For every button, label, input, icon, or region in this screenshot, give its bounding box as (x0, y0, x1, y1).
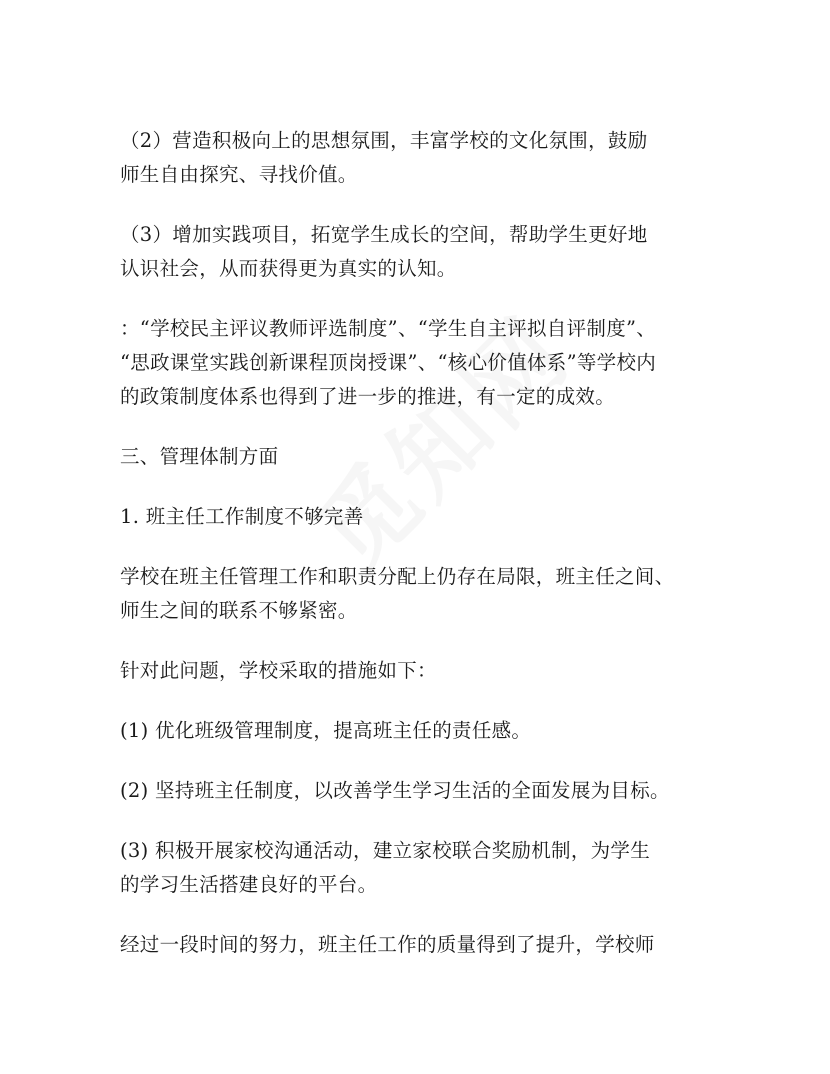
text-line: (1) 优化班级管理制度，提高班主任的责任感。 (120, 719, 532, 742)
document-body (120, 124, 730, 988)
paragraph-policy-systems (120, 312, 730, 414)
text-line: 师生之间的联系不够紧密。 (120, 599, 358, 622)
paragraph-measures-intro (120, 654, 730, 688)
text-line: ：“学校民主评议教师评选制度”、“学生自主评拟自评制度”、 (120, 317, 657, 340)
text-line: 的政策制度体系也得到了进一步的推进，有一定的成效。 (120, 385, 616, 408)
text-line: 针对此问题，学校采取的措施如下： (120, 659, 437, 682)
text-line: (2) 坚持班主任制度，以改善学生学习生活的全面发展为目标。 (120, 779, 670, 802)
text-line: 经过一段时间的努力，班主任工作的质量得到了提升，学校师 (120, 933, 655, 956)
text-line: 1. 班主任工作制度不够完善 (120, 505, 364, 528)
text-line: “思政课堂实践创新课程顶岗授课”、“核心价值体系”等学校内 (120, 351, 657, 374)
text-line: (3) 积极开展家校沟通活动，建立家校联合奖励机制，为学生 (120, 839, 651, 862)
text-line: 的学习生活搭建良好的平台。 (120, 873, 378, 896)
list-item-3 (120, 834, 730, 902)
list-item-2 (120, 774, 730, 808)
text-line: （3）增加实践项目，拓宽学生成长的空间，帮助学生更好地 (120, 223, 648, 246)
list-item-1 (120, 714, 730, 748)
paragraph-3-practice (120, 218, 730, 286)
paragraph-results (120, 928, 730, 962)
paragraph-2-atmosphere (120, 124, 730, 192)
paragraph-limitations (120, 560, 730, 628)
text-line: 师生自由探究、寻找价值。 (120, 163, 358, 186)
text-line: 三、管理体制方面 (120, 445, 279, 468)
text-line: 学校在班主任管理工作和职责分配上仍存在局限，班主任之间、 (120, 565, 675, 588)
text-line: 认识社会，从而获得更为真实的认知。 (120, 257, 457, 280)
subheading-head-teacher (120, 500, 730, 534)
text-line: （2）营造积极向上的思想氛围，丰富学校的文化氛围，鼓励 (120, 129, 648, 152)
section-heading-management (120, 440, 730, 474)
